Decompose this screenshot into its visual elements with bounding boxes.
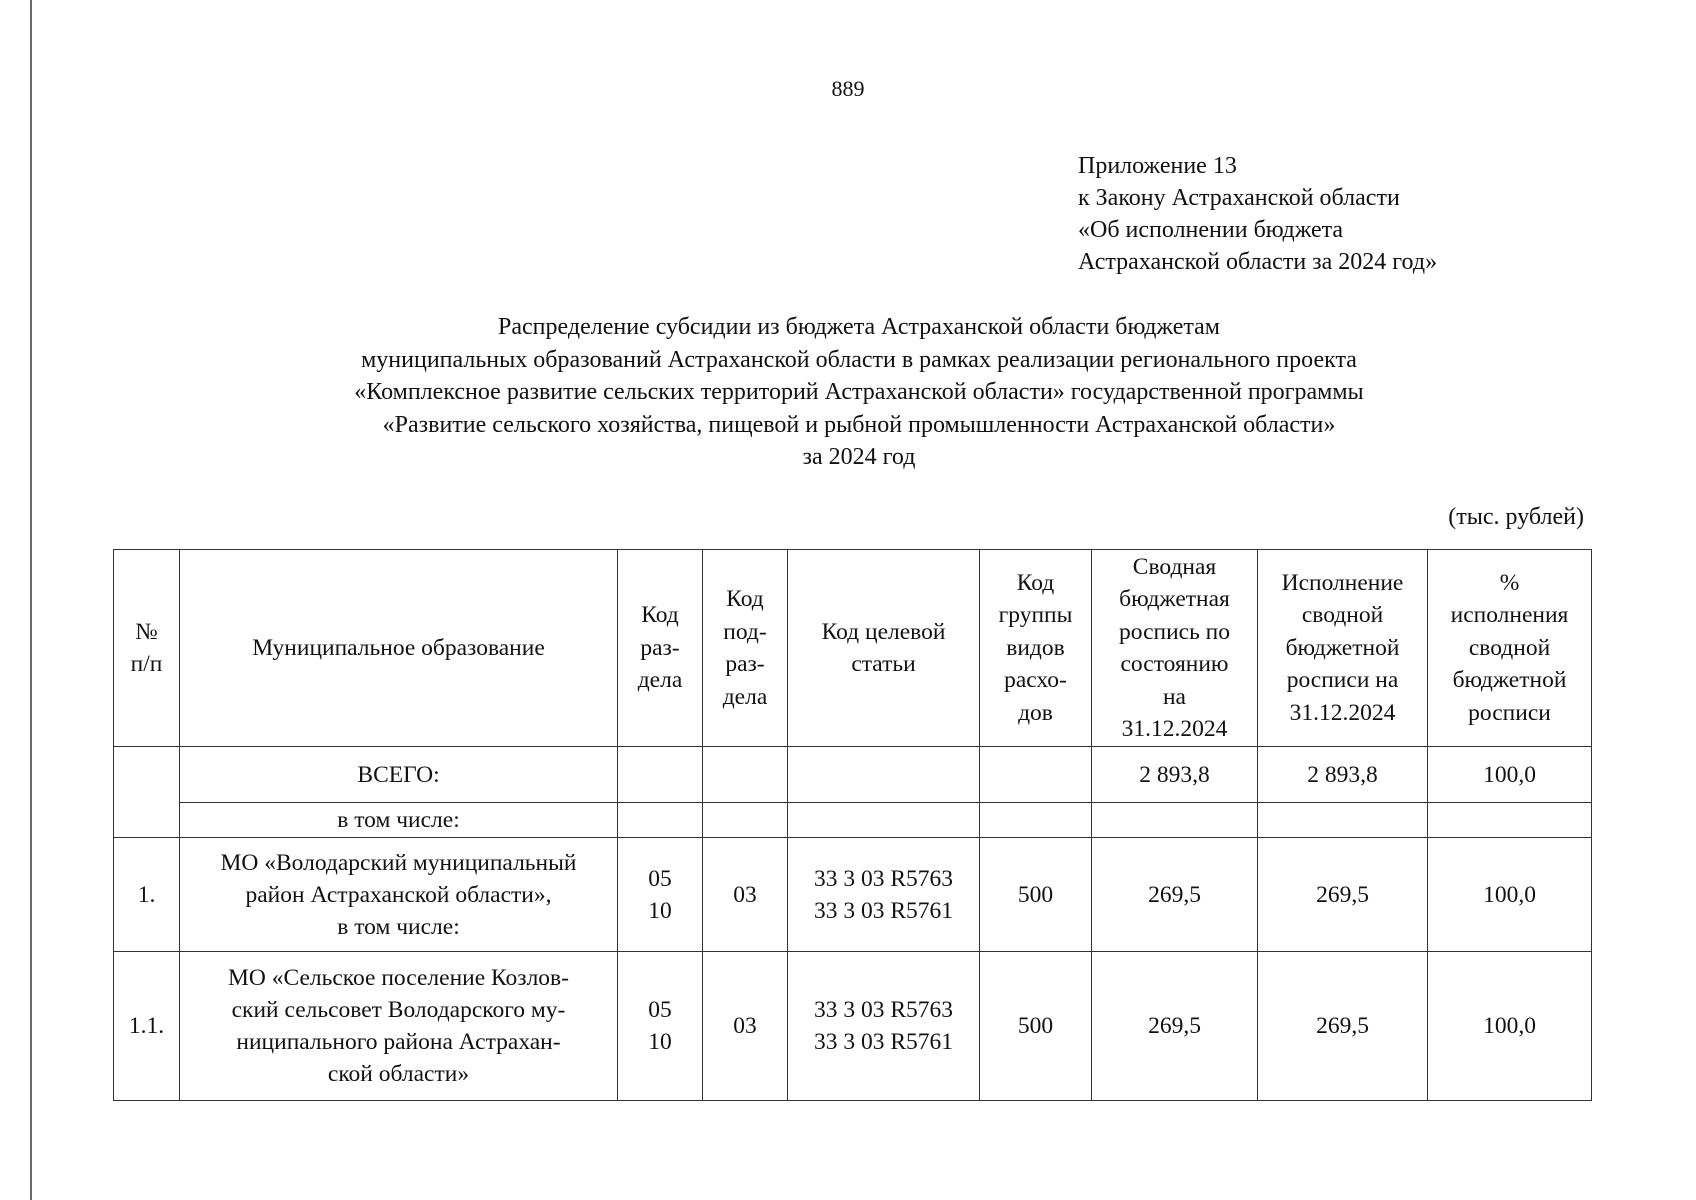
- row-num: 1.: [114, 838, 180, 952]
- appendix-reference: [1078, 150, 1437, 278]
- total-planned: 2 893,8: [1092, 747, 1258, 803]
- table-header-row: [114, 550, 1592, 747]
- appendix-line: «Об исполнении бюджета: [1078, 217, 1344, 243]
- appendix-line: Приложение 13: [1078, 153, 1237, 179]
- header-target-code: Код целевой статьи: [788, 550, 980, 747]
- table-row: [114, 838, 1592, 952]
- total-row: [114, 747, 1592, 803]
- title-line: «Комплексное развитие сельских территорий Астраханской области» государственной программы: [354, 379, 1364, 405]
- including-empty-cell: [618, 803, 703, 838]
- table-row: [114, 952, 1592, 1101]
- row-municipality: МО «Володарский муниципальный район Астраханской области», в том числе:: [180, 838, 618, 952]
- title-line: за 2024 год: [802, 444, 916, 470]
- header-planned: Сводная бюджетная роспись по состоянию на 31.12.2024: [1092, 550, 1258, 747]
- header-municipality: Муниципальное образование: [180, 550, 618, 747]
- header-subsection-code: Код под- раз- дела: [703, 550, 788, 747]
- including-empty-cell: [1428, 803, 1592, 838]
- header-executed: Исполнение сводной бюджетной росписи на 31.12.2024: [1258, 550, 1428, 747]
- title-line: муниципальных образований Астраханской области в рамках реализации регионального проекта: [361, 346, 1357, 373]
- row-subsection-code: 03: [703, 952, 788, 1101]
- row-subsection-code: 03: [703, 838, 788, 952]
- including-empty-cell: [1258, 803, 1428, 838]
- header-percent: % исполнения сводной бюджетной росписи: [1428, 550, 1592, 747]
- total-num-cell: [114, 747, 180, 838]
- total-section-cell: [618, 747, 703, 803]
- total-expense-group-cell: [980, 747, 1092, 803]
- row-municipality: МО «Сельское поселение Козлов- ский сельсовет Володарского му- ниципального района Астрахан- ской области»: [180, 952, 618, 1101]
- row-executed: 269,5: [1258, 838, 1428, 952]
- including-empty-cell: [1092, 803, 1258, 838]
- header-num: № п/п: [114, 550, 180, 747]
- total-subsection-cell: [703, 747, 788, 803]
- total-executed: 2 893,8: [1258, 747, 1428, 803]
- row-executed: 269,5: [1258, 952, 1428, 1101]
- row-target-code: 33 3 03 R5763 33 3 03 R5761: [788, 838, 980, 952]
- including-empty-cell: [980, 803, 1092, 838]
- appendix-line: Астраханской области за 2024 год»: [1078, 249, 1438, 275]
- units-label: (тыс. рублей): [1448, 504, 1584, 530]
- page-left-edge-line: [30, 0, 32, 1200]
- including-empty-cell: [703, 803, 788, 838]
- appendix-line: к Закону Астраханской области: [1078, 185, 1400, 211]
- including-empty-cell: [788, 803, 980, 838]
- including-label: в том числе:: [180, 803, 618, 838]
- row-planned: 269,5: [1092, 838, 1258, 952]
- row-percent: 100,0: [1428, 952, 1592, 1101]
- row-percent: 100,0: [1428, 838, 1592, 952]
- row-section-code: 05 10: [618, 952, 703, 1101]
- including-row: [114, 803, 1592, 838]
- row-section-code: 05 10: [618, 838, 703, 952]
- title-line: «Развитие сельского хозяйства, пищевой и рыбной промышленности Астраханской области»: [382, 411, 1336, 438]
- subsidy-table: [113, 549, 1592, 1101]
- total-label: ВСЕГО:: [180, 747, 618, 803]
- header-section-code: Код раз- дела: [618, 550, 703, 747]
- title-line: Распределение субсидии из бюджета Астраханской области бюджетам: [498, 314, 1220, 340]
- document-title: [0, 311, 1696, 474]
- total-target-cell: [788, 747, 980, 803]
- row-target-code: 33 3 03 R5763 33 3 03 R5761: [788, 952, 980, 1101]
- page-number: 889: [831, 76, 865, 101]
- row-num: 1.1.: [114, 952, 180, 1101]
- total-percent: 100,0: [1428, 747, 1592, 803]
- row-expense-group-code: 500: [980, 838, 1092, 952]
- header-expense-group-code: Код группы видов расхо- дов: [980, 550, 1092, 747]
- row-expense-group-code: 500: [980, 952, 1092, 1101]
- row-planned: 269,5: [1092, 952, 1258, 1101]
